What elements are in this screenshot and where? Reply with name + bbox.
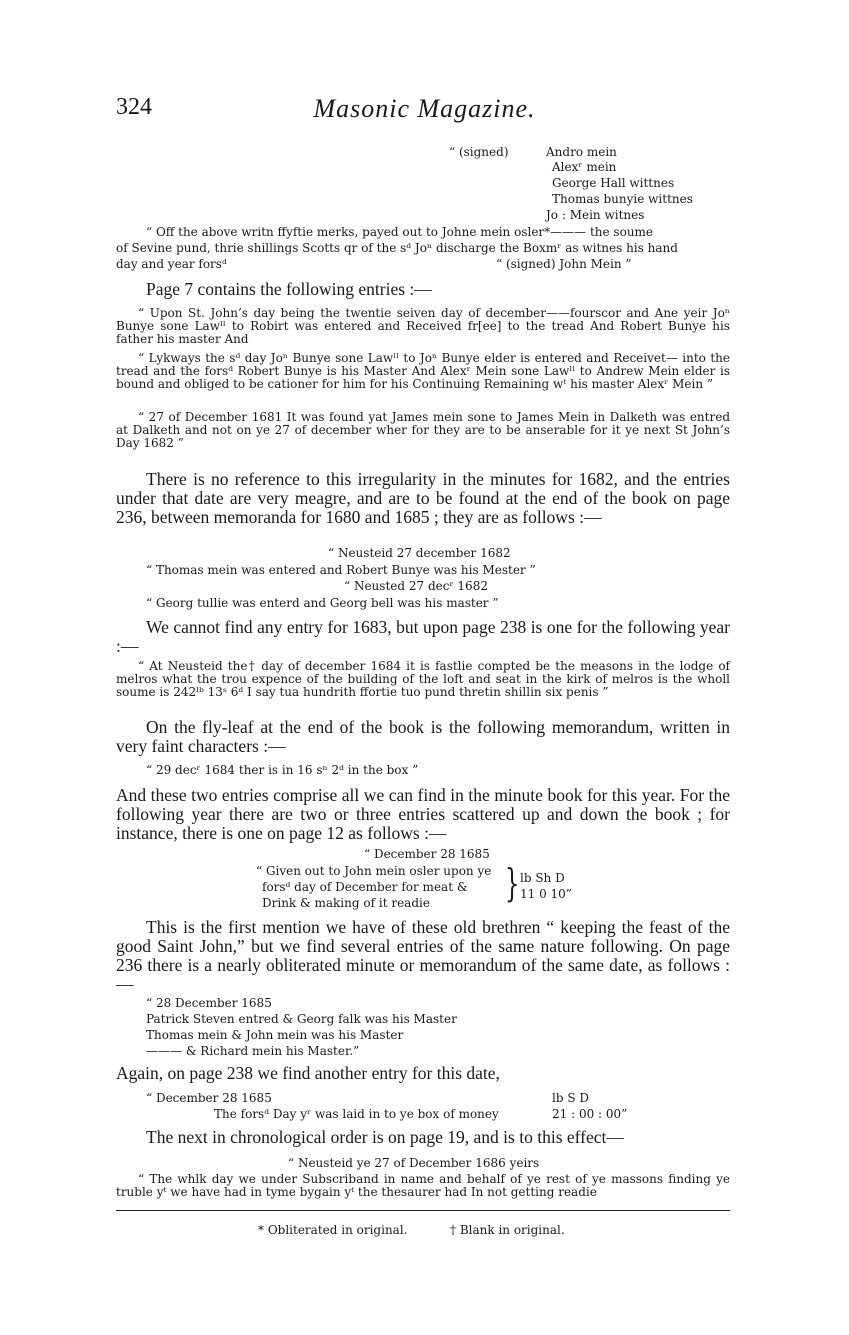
signature-john-mein: “ (signed) John Mein ”: [496, 257, 632, 271]
paragraph-next: The next in chronological order is on page 19, and is to this effect—: [146, 1127, 624, 1147]
entry-amount: 21 : 00 : 00”: [552, 1107, 628, 1121]
signature-alex: Alexʳ mein: [552, 160, 617, 174]
signed-label: “ (signed): [449, 145, 509, 159]
footnote-obliterated: * Obliterated in original.: [258, 1223, 408, 1237]
given-out-line-2: forsᵈ day of December for meat &: [262, 880, 468, 894]
footnote-divider: [116, 1210, 730, 1211]
given-out-line-3: Drink & making of it readie: [262, 896, 430, 910]
paragraph-first-mention: This is the first mention we have of these old brethren “ keeping the feast of the good Saint John,” but we find several entries of the same nature following. On page 236 there is a nearly obliterated minute or memorandum of the same date, as follows :—: [116, 917, 730, 994]
neusteid-1686-heading: “ Neusteid ye 27 of December 1686 yeirs: [288, 1156, 540, 1170]
paragraph-fly-leaf: On the fly-leaf at the end of the book is the following memorandum, written in very faint characters :—: [116, 717, 730, 756]
neusteid-1686-body: “ The whlk day we under Subscriband in name and behalf of ye rest of ye massons finding ye truble yᵗ we have had in tyme bygain yᵗ the thesaurer had In not getting readie: [116, 1172, 730, 1199]
memo-thomas-mein: Thomas mein & John mein was his Master: [146, 1028, 404, 1042]
neusted-1682-b: “ Neusted 27 decʳ 1682: [344, 579, 488, 593]
memo-richard-mein: ——— & Richard mein his Master.”: [146, 1044, 360, 1058]
off-line-2: of Sevine pund, thrie shillings Scotts qr of the sᵈ Joⁿ discharge the Boxmʳ as witnes his hand: [116, 241, 678, 255]
paragraph-and-these: And these two entries comprise all we can find in the minute book for this year. For the following year there are two or three entries scattered up and down the book ; for instance, there is one on page 12 as follows :—: [116, 785, 730, 843]
off-line-3: day and year forsᵈ: [116, 257, 227, 271]
quote-neusteid-1684: “ At Neusteid the† day of december 1684 it is fastlie compted be the measons in the lodge of melros what the trou expence of the building of the loft and seat in the kirk of melros is the wholl soume is 242ˡᵇ 13ˢ 6ᵈ I say tua hundrith ffortie tuo pund thretin shillin six penis ”: [116, 659, 730, 699]
quote-29-december-1684: “ 29 decʳ 1684 ther is in 16 sⁿ 2ᵈ in the box ”: [146, 763, 419, 777]
account-values: 11 0 10”: [520, 887, 572, 901]
entry-box-line: The forsᵈ Day yʳ was laid in to ye box of money: [214, 1107, 499, 1121]
signature-george: George Hall wittnes: [552, 176, 675, 190]
quote-upon-st-john: “ Upon St. John’s day being the twentie seiven day of december——fourscor and Ane yeir Joⁿ Bunye sone Lawˡˡ to Robirt was entered and Received fr[ee] to the tread And Robert Bunye his father his master And: [116, 306, 730, 346]
signature-andro: Andro mein: [546, 145, 617, 159]
memo-28-december-1685: “ 28 December 1685: [146, 996, 272, 1010]
paragraph-irregularity: There is no reference to this irregularity in the minutes for 1682, and the entries under that date are very meagre, and are to be found at the end of the book on page 236, between memoranda for 1680 and 1685 ; they are as follows :—: [116, 469, 730, 527]
right-brace: }: [504, 861, 520, 905]
georg-tullie-entry: “ Georg tullie was enterd and Georg bell was his master ”: [146, 596, 499, 610]
account-columns: lb Sh D: [520, 871, 565, 885]
december-1685-heading: “ December 28 1685: [364, 847, 490, 861]
signature-thomas: Thomas bunyie wittnes: [552, 192, 693, 206]
neusteid-1682-a: “ Neusteid 27 december 1682: [328, 546, 511, 560]
paragraph-again: Again, on page 238 we find another entry for this date,: [116, 1063, 500, 1083]
entry-december-1685: “ December 28 1685: [146, 1091, 272, 1105]
quote-lykways: “ Lykways the sᵈ day Joⁿ Bunye sone Lawˡˡ to Joⁿ Bunye elder is entered and Receivet— into the tread and the forsᵈ Robert Bunye is his Master And Alexʳ Mein sone Lawˡˡ to Andrew Mein elder is bound and obliged to be cationer for him for his Continuing Remaining wᵗ his master Alexʳ Mein ”: [116, 351, 730, 391]
running-title: Masonic Magazine.: [313, 94, 536, 123]
footnote-blank: † Blank in original.: [450, 1223, 565, 1237]
thomas-mein-entry: “ Thomas mein was entered and Robert Bunye was his Mester ”: [146, 563, 536, 577]
page-number: 324: [116, 94, 152, 120]
signature-jo: Jo : Mein witnes: [546, 208, 645, 222]
page7-intro: Page 7 contains the following entries :—: [146, 279, 432, 299]
given-out-line-1: “ Given out to John mein osler upon ye: [256, 864, 492, 878]
quote-27-december-1681: “ 27 of December 1681 It was found yat James mein sone to James Mein in Dalketh was entred at Dalketh and not on ye 27 of december wher for they are to be anserable for it ye next St John’s Day 1682 ”: [116, 410, 730, 450]
memo-patrick-steven: Patrick Steven entred & Georg falk was his Master: [146, 1012, 457, 1026]
off-line-1: “ Off the above writn ffyftie merks, payed out to Johne mein osler*——— the soume: [146, 225, 654, 239]
entry-columns: lb S D: [552, 1091, 589, 1105]
paragraph-1683: We cannot find any entry for 1683, but upon page 238 is one for the following year :—: [116, 617, 730, 656]
